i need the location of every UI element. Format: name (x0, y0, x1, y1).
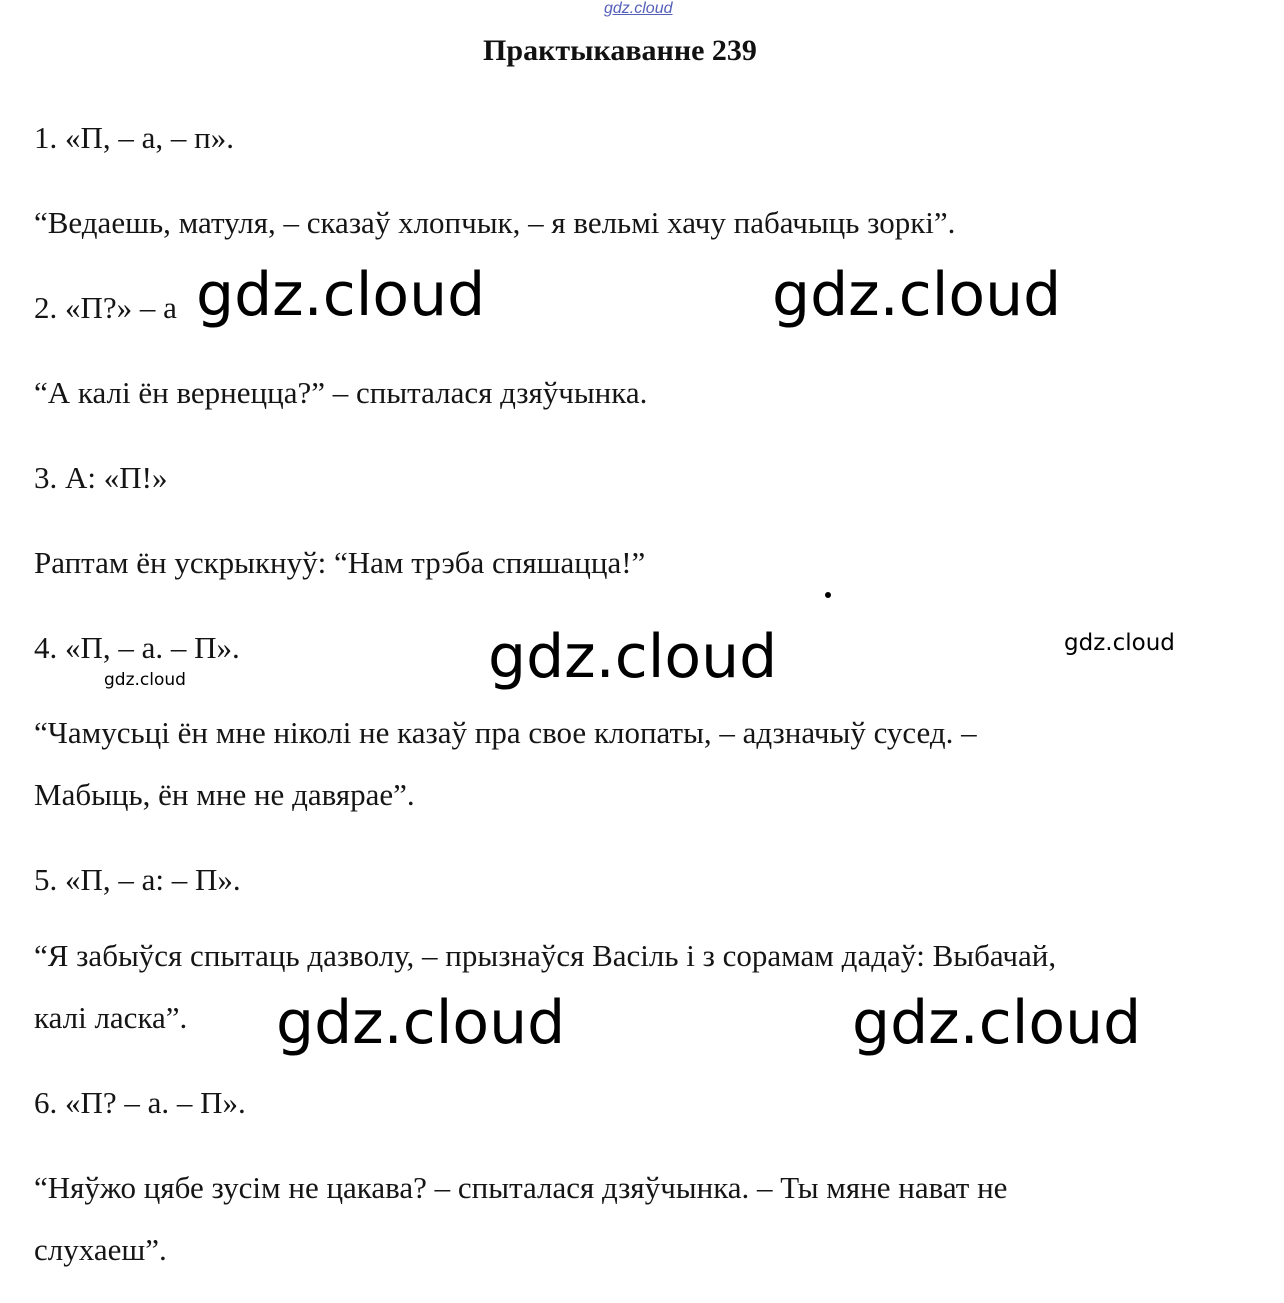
watermark-gdz-cloud: gdz.cloud (196, 260, 486, 330)
example-4-line-1: “Чамусьці ён мне ніколі не казаў пра свое клопаты, – адзначыў сусед. – (34, 715, 977, 750)
watermark-gdz-cloud: gdz.cloud (772, 260, 1062, 330)
example-4-line-2: Мабыць, ён мне не давярае”. (34, 777, 415, 812)
watermark-gdz-cloud-small: gdz.cloud (1064, 630, 1175, 656)
watermark-gdz-cloud: gdz.cloud (488, 622, 778, 692)
scheme-2: 2. «П?» – а (34, 290, 177, 325)
example-3-line-1: Раптам ён ускрыкнуў: “Нам трэба спяшацца!” (34, 545, 646, 580)
page-title: Практыкаванне 239 (483, 34, 757, 67)
scheme-5: 5. «П, – а: – П». (34, 862, 241, 897)
example-5-line-2: калі ласка”. (34, 1000, 188, 1035)
example-6-line-1: “Няўжо цябе зусім не цакава? – спыталася дзяўчынка. – Ты мяне нават не (34, 1170, 1008, 1205)
watermark-gdz-cloud-tiny: gdz.cloud (104, 670, 186, 690)
scheme-3: 3. А: «П!» (34, 460, 168, 495)
example-2-line-1: “А калі ён вернецца?” – спыталася дзяўчынка. (34, 375, 648, 410)
example-5-line-1: “Я забыўся спытаць дазволу, – прызнаўся Васіль і з сорамам дадаў: Выбачай, (34, 938, 1057, 973)
scheme-4: 4. «П, – а. – П». (34, 630, 240, 665)
scheme-1: 1. «П, – а, – п». (34, 120, 234, 155)
stray-dot (825, 592, 831, 598)
watermark-gdz-cloud: gdz.cloud (852, 988, 1142, 1058)
watermark-gdz-cloud: gdz.cloud (276, 988, 566, 1058)
example-6-line-2: слухаеш”. (34, 1232, 167, 1267)
example-1-line-1: “Ведаешь, матуля, – сказаў хлопчык, – я вельмі хачу пабачыць зоркі”. (34, 205, 956, 240)
scheme-6: 6. «П? – а. – П». (34, 1085, 246, 1120)
site-watermark-top[interactable]: gdz.cloud (604, 0, 673, 17)
